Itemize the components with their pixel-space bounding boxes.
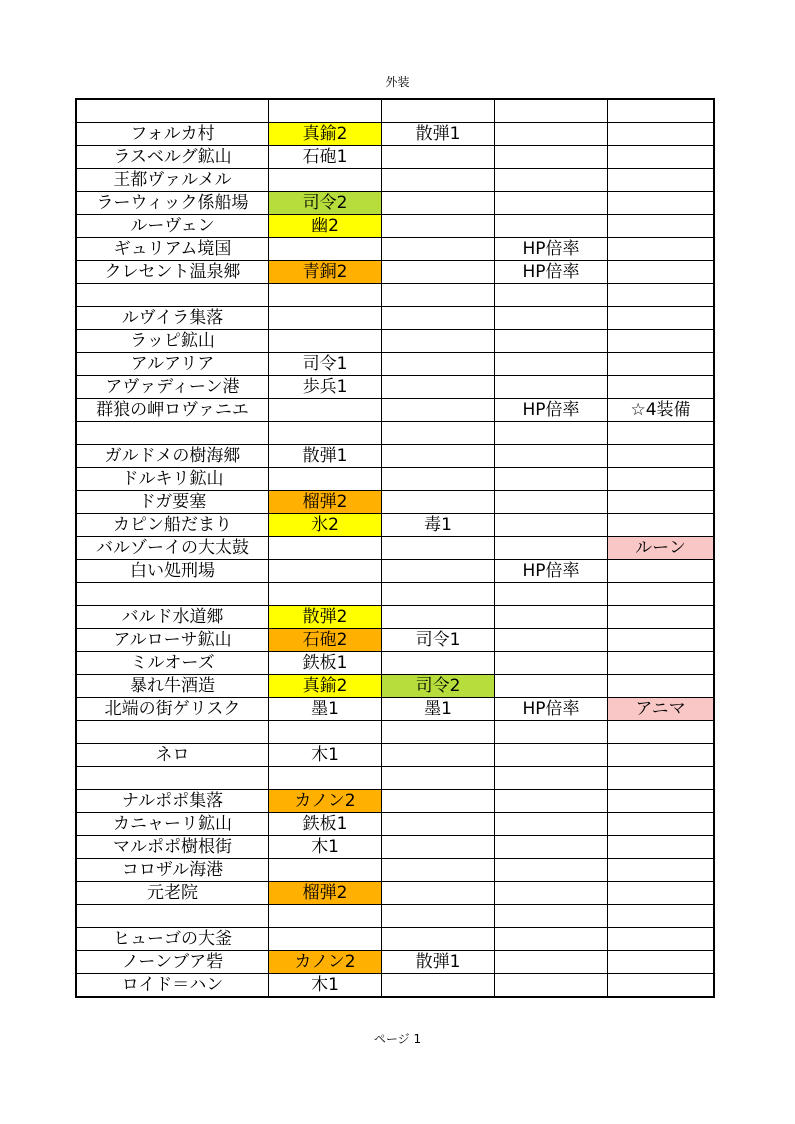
location-cell: [76, 422, 269, 445]
material-1-cell: [269, 169, 382, 192]
material-1-cell: 真鍮2: [269, 675, 382, 698]
table-row: [76, 330, 714, 353]
table-row: [76, 468, 714, 491]
hp-rate-cell: HP倍率: [495, 238, 608, 261]
material-2-cell: [382, 560, 495, 583]
reward-cell: [608, 238, 715, 261]
material-2-cell: [382, 307, 495, 330]
table-row: [76, 744, 714, 767]
table-row: [76, 905, 714, 928]
location-cell: アルアリア: [76, 353, 269, 376]
hp-rate-cell: [495, 123, 608, 146]
location-cell: マルポポ樹根街: [76, 836, 269, 859]
reward-cell: [608, 951, 715, 974]
hp-rate-cell: [495, 330, 608, 353]
hp-rate-cell: [495, 790, 608, 813]
material-2-cell: [382, 836, 495, 859]
location-cell: [76, 767, 269, 790]
reward-cell: [608, 491, 715, 514]
reward-cell: [608, 330, 715, 353]
material-1-cell: [269, 307, 382, 330]
material-2-cell: [382, 882, 495, 905]
hp-rate-cell: [495, 905, 608, 928]
table-row: [76, 537, 714, 560]
material-1-cell: 石砲1: [269, 146, 382, 169]
location-cell: アヴァディーン港: [76, 376, 269, 399]
reward-cell: [608, 905, 715, 928]
material-1-cell: 司令1: [269, 353, 382, 376]
material-2-cell: [382, 468, 495, 491]
location-cell: ギュリアム境国: [76, 238, 269, 261]
material-1-cell: 榴弾2: [269, 882, 382, 905]
material-2-cell: [382, 445, 495, 468]
location-cell: ルヴイラ集落: [76, 307, 269, 330]
material-1-cell: 司令2: [269, 192, 382, 215]
hp-rate-cell: [495, 445, 608, 468]
reward-cell: [608, 813, 715, 836]
reward-cell: [608, 606, 715, 629]
hp-rate-cell: [495, 583, 608, 606]
reward-cell: [608, 859, 715, 882]
reward-cell: ☆4装備: [608, 399, 715, 422]
location-cell: ドルキリ鉱山: [76, 468, 269, 491]
reward-cell: [608, 261, 715, 284]
reward-cell: [608, 652, 715, 675]
material-1-cell: [269, 583, 382, 606]
material-1-cell: [269, 767, 382, 790]
table-row: [76, 928, 714, 951]
reward-cell: [608, 629, 715, 652]
table-row: [76, 813, 714, 836]
material-1-cell: カノン2: [269, 951, 382, 974]
material-2-cell: [382, 583, 495, 606]
material-2-cell: [382, 744, 495, 767]
table-row: [76, 422, 714, 445]
location-cell: フォルカ村: [76, 123, 269, 146]
hp-rate-cell: [495, 376, 608, 399]
material-2-cell: 散弾1: [382, 951, 495, 974]
table-row: [76, 353, 714, 376]
material-2-cell: [382, 215, 495, 238]
location-cell: アルローサ鉱山: [76, 629, 269, 652]
material-1-cell: 石砲2: [269, 629, 382, 652]
location-cell: [76, 721, 269, 744]
table-row: [76, 514, 714, 537]
location-cell: ミルオーズ: [76, 652, 269, 675]
hp-rate-cell: [495, 169, 608, 192]
reward-cell: ルーン: [608, 537, 715, 560]
material-1-cell: [269, 238, 382, 261]
hp-rate-cell: HP倍率: [495, 261, 608, 284]
material-1-cell: 木1: [269, 744, 382, 767]
table-row: [76, 99, 714, 123]
reward-cell: [608, 744, 715, 767]
material-2-cell: [382, 652, 495, 675]
hp-rate-cell: [495, 215, 608, 238]
location-cell: ラーウィック係船場: [76, 192, 269, 215]
reward-cell: [608, 353, 715, 376]
page-title: 外装: [385, 75, 410, 89]
reward-cell: [608, 146, 715, 169]
reward-cell: [608, 284, 715, 307]
material-2-cell: 司令1: [382, 629, 495, 652]
material-2-cell: [382, 491, 495, 514]
material-1-cell: 木1: [269, 974, 382, 998]
material-2-cell: [382, 169, 495, 192]
material-1-cell: 散弾1: [269, 445, 382, 468]
material-2-cell: [382, 905, 495, 928]
hp-rate-cell: HP倍率: [495, 399, 608, 422]
material-2-cell: 司令2: [382, 675, 495, 698]
material-2-cell: 墨1: [382, 698, 495, 721]
material-1-cell: [269, 928, 382, 951]
material-2-cell: [382, 376, 495, 399]
material-1-cell: 榴弾2: [269, 491, 382, 514]
hp-rate-cell: [495, 813, 608, 836]
location-cell: ナルポポ集落: [76, 790, 269, 813]
material-2-cell: [382, 99, 495, 123]
table-row: [76, 445, 714, 468]
hp-rate-cell: [495, 353, 608, 376]
table-row: [76, 951, 714, 974]
hp-rate-cell: [495, 836, 608, 859]
reward-cell: [608, 560, 715, 583]
reward-cell: [608, 192, 715, 215]
table-row: [76, 192, 714, 215]
location-cell: ドガ要塞: [76, 491, 269, 514]
material-2-cell: [382, 353, 495, 376]
reward-cell: [608, 721, 715, 744]
table-row: [76, 399, 714, 422]
material-2-cell: [382, 790, 495, 813]
location-cell: ルーヴェン: [76, 215, 269, 238]
material-1-cell: 散弾2: [269, 606, 382, 629]
material-2-cell: [382, 767, 495, 790]
location-cell: ロイド＝ハン: [76, 974, 269, 998]
table-row: [76, 790, 714, 813]
hp-rate-cell: [495, 882, 608, 905]
reward-cell: [608, 307, 715, 330]
material-1-cell: 歩兵1: [269, 376, 382, 399]
location-cell: カニャーリ鉱山: [76, 813, 269, 836]
reward-cell: [608, 583, 715, 606]
material-2-cell: [382, 284, 495, 307]
hp-rate-cell: [495, 744, 608, 767]
material-1-cell: [269, 422, 382, 445]
reward-cell: [608, 215, 715, 238]
hp-rate-cell: [495, 537, 608, 560]
material-2-cell: [382, 399, 495, 422]
material-1-cell: 木1: [269, 836, 382, 859]
table-row: [76, 629, 714, 652]
location-cell: コロザル海港: [76, 859, 269, 882]
material-1-cell: [269, 905, 382, 928]
hp-rate-cell: [495, 721, 608, 744]
location-cell: 白い処刑場: [76, 560, 269, 583]
table-row: [76, 882, 714, 905]
hp-rate-cell: [495, 514, 608, 537]
material-2-cell: [382, 422, 495, 445]
material-2-cell: [382, 813, 495, 836]
material-2-cell: 毒1: [382, 514, 495, 537]
reward-cell: [608, 445, 715, 468]
hp-rate-cell: [495, 422, 608, 445]
page-footer: ページ 1: [373, 1032, 422, 1046]
location-cell: 元老院: [76, 882, 269, 905]
location-cell: ヒューゴの大釜: [76, 928, 269, 951]
hp-rate-cell: [495, 468, 608, 491]
material-1-cell: 幽2: [269, 215, 382, 238]
material-2-cell: [382, 238, 495, 261]
reward-cell: [608, 376, 715, 399]
hp-rate-cell: [495, 859, 608, 882]
material-2-cell: 散弾1: [382, 123, 495, 146]
material-1-cell: 青銅2: [269, 261, 382, 284]
table-row: [76, 491, 714, 514]
reward-cell: [608, 169, 715, 192]
material-1-cell: [269, 560, 382, 583]
material-1-cell: [269, 468, 382, 491]
reward-cell: [608, 99, 715, 123]
table-row: [76, 974, 714, 998]
location-cell: ノーンブア砦: [76, 951, 269, 974]
location-cell: バルゾーイの大太鼓: [76, 537, 269, 560]
material-1-cell: 墨1: [269, 698, 382, 721]
material-2-cell: [382, 330, 495, 353]
reward-cell: [608, 790, 715, 813]
material-1-cell: 鉄板1: [269, 813, 382, 836]
location-cell: [76, 583, 269, 606]
material-2-cell: [382, 721, 495, 744]
location-cell: クレセント温泉郷: [76, 261, 269, 284]
reward-cell: [608, 422, 715, 445]
location-cell: [76, 284, 269, 307]
table-row: [76, 698, 714, 721]
location-cell: ネロ: [76, 744, 269, 767]
hp-rate-cell: [495, 307, 608, 330]
spreadsheet-table: [75, 98, 715, 998]
material-1-cell: [269, 399, 382, 422]
reward-cell: [608, 767, 715, 790]
location-cell: ラッピ鉱山: [76, 330, 269, 353]
material-1-cell: [269, 859, 382, 882]
reward-cell: [608, 514, 715, 537]
material-1-cell: 氷2: [269, 514, 382, 537]
material-1-cell: [269, 537, 382, 560]
material-1-cell: [269, 721, 382, 744]
location-cell: ガルドメの樹海郷: [76, 445, 269, 468]
material-2-cell: [382, 261, 495, 284]
table-row: [76, 606, 714, 629]
material-2-cell: [382, 192, 495, 215]
reward-cell: [608, 974, 715, 998]
material-1-cell: 鉄板1: [269, 652, 382, 675]
hp-rate-cell: [495, 146, 608, 169]
hp-rate-cell: [495, 284, 608, 307]
hp-rate-cell: [495, 675, 608, 698]
table-row: [76, 859, 714, 882]
table-row: [76, 560, 714, 583]
table-row: [76, 261, 714, 284]
table-row: [76, 767, 714, 790]
reward-cell: [608, 468, 715, 491]
table-row: [76, 123, 714, 146]
reward-cell: [608, 675, 715, 698]
location-cell: [76, 905, 269, 928]
reward-cell: [608, 928, 715, 951]
material-2-cell: [382, 146, 495, 169]
hp-rate-cell: [495, 606, 608, 629]
hp-rate-cell: [495, 974, 608, 998]
material-1-cell: [269, 330, 382, 353]
hp-rate-cell: [495, 767, 608, 790]
location-cell: バルド水道郷: [76, 606, 269, 629]
table-row: [76, 836, 714, 859]
reward-cell: アニマ: [608, 698, 715, 721]
location-cell: カピン船だまり: [76, 514, 269, 537]
hp-rate-cell: HP倍率: [495, 698, 608, 721]
table-row: [76, 652, 714, 675]
material-2-cell: [382, 537, 495, 560]
material-2-cell: [382, 974, 495, 998]
table-row: [76, 169, 714, 192]
hp-rate-cell: [495, 99, 608, 123]
reward-cell: [608, 882, 715, 905]
material-1-cell: [269, 284, 382, 307]
reward-cell: [608, 836, 715, 859]
location-cell: 北端の街ゲリスク: [76, 698, 269, 721]
table-row: [76, 721, 714, 744]
material-2-cell: [382, 928, 495, 951]
hp-rate-cell: [495, 192, 608, 215]
table-row: [76, 675, 714, 698]
material-1-cell: カノン2: [269, 790, 382, 813]
reward-cell: [608, 123, 715, 146]
table-row: [76, 284, 714, 307]
location-cell: 王都ヴァルメル: [76, 169, 269, 192]
material-1-cell: 真鍮2: [269, 123, 382, 146]
location-cell: [76, 99, 269, 123]
table-row: [76, 146, 714, 169]
location-cell: 群狼の岬ロヴァニエ: [76, 399, 269, 422]
table-row: [76, 376, 714, 399]
location-cell: 暴れ牛酒造: [76, 675, 269, 698]
hp-rate-cell: [495, 629, 608, 652]
material-1-cell: [269, 99, 382, 123]
location-cell: ラスベルグ鉱山: [76, 146, 269, 169]
hp-rate-cell: [495, 951, 608, 974]
hp-rate-cell: [495, 652, 608, 675]
table-row: [76, 215, 714, 238]
hp-rate-cell: HP倍率: [495, 560, 608, 583]
table-row: [76, 583, 714, 606]
table-row: [76, 307, 714, 330]
hp-rate-cell: [495, 928, 608, 951]
material-2-cell: [382, 606, 495, 629]
table-row: [76, 238, 714, 261]
hp-rate-cell: [495, 491, 608, 514]
material-2-cell: [382, 859, 495, 882]
